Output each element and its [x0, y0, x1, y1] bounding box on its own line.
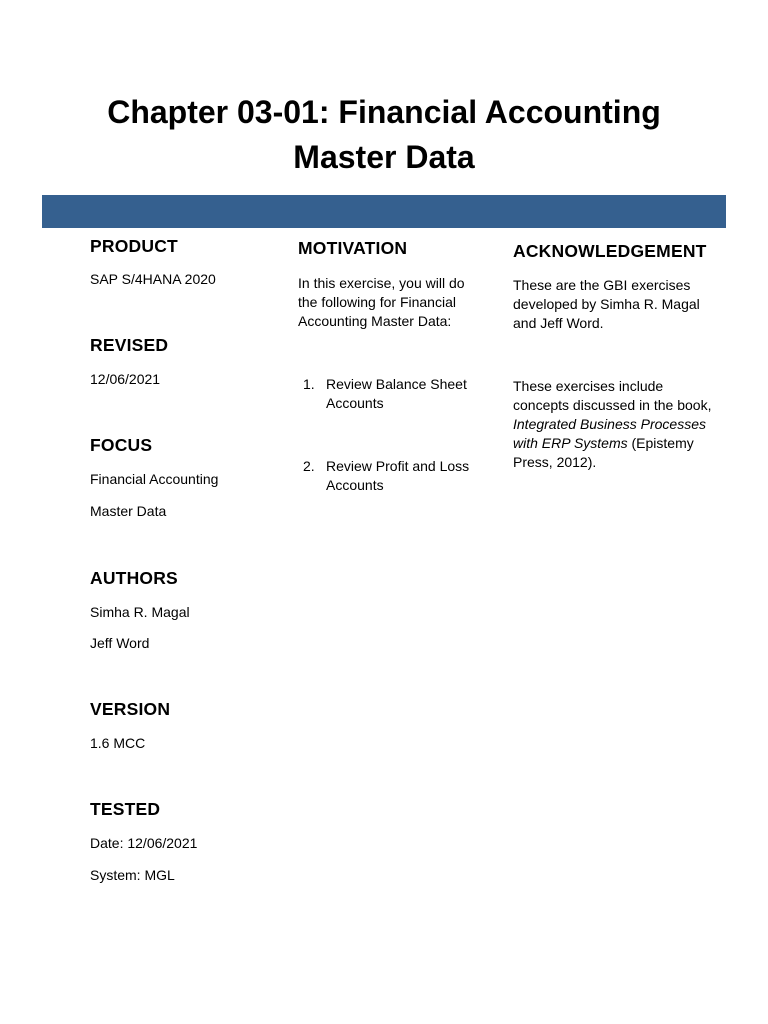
- acknowledgement-line: developed by Simha R. Magal: [513, 296, 700, 312]
- version-section: [90, 699, 270, 751]
- acknowledgement-line: and Jeff Word.: [513, 315, 604, 331]
- list-item-line: Accounts: [326, 395, 384, 411]
- author-name: Jeff Word: [90, 635, 150, 651]
- acknowledgement-line: concepts discussed in the book,: [513, 397, 712, 413]
- motivation-intro: [298, 274, 488, 331]
- acknowledgement-column: [513, 241, 723, 470]
- list-item-text: [326, 375, 486, 413]
- authors-section: [90, 568, 270, 651]
- motivation-heading: MOTIVATION: [298, 238, 408, 258]
- acknowledgement-paragraph-1: [513, 276, 723, 333]
- product-section: [90, 236, 270, 287]
- acknowledgement-line: These exercises include: [513, 378, 664, 394]
- product-heading: PRODUCT: [90, 236, 178, 256]
- motivation-intro-line: In this exercise, you will do: [298, 275, 465, 291]
- tested-section: [90, 799, 270, 883]
- acknowledgement-line: [513, 434, 723, 453]
- list-item-text: [326, 457, 486, 495]
- product-value: SAP S/4HANA 2020: [90, 271, 216, 287]
- motivation-column: [298, 238, 488, 493]
- document-title: [60, 90, 708, 180]
- author-name: Simha R. Magal: [90, 604, 190, 620]
- acknowledgement-heading: ACKNOWLEDGEMENT: [513, 241, 707, 261]
- title-line-1: Chapter 03-01: Financial Accounting: [107, 94, 661, 130]
- list-item-line: Accounts: [326, 477, 384, 493]
- book-title-line: with ERP Systems: [513, 435, 628, 451]
- tested-heading: TESTED: [90, 799, 161, 819]
- publisher-text: (Epistemy: [627, 435, 694, 451]
- acknowledgement-line: Press, 2012).: [513, 454, 597, 470]
- list-item-line: Review Balance Sheet: [326, 376, 467, 392]
- acknowledgement-paragraph-2: [513, 377, 723, 472]
- motivation-intro-line: Accounting Master Data:: [298, 313, 452, 329]
- focus-section: [90, 435, 270, 519]
- list-item-number: 2.: [303, 458, 315, 474]
- tested-system: System: MGL: [90, 867, 175, 883]
- acknowledgement-line: These are the GBI exercises: [513, 277, 691, 293]
- motivation-intro-line: the following for Financial: [298, 294, 456, 310]
- authors-heading: AUTHORS: [90, 568, 178, 588]
- revised-heading: REVISED: [90, 335, 169, 355]
- version-heading: VERSION: [90, 699, 171, 719]
- focus-line-2: Master Data: [90, 503, 167, 519]
- book-title-line: Integrated Business Processes: [513, 416, 706, 432]
- list-item-line: Review Profit and Loss: [326, 458, 470, 474]
- focus-line-1: Financial Accounting: [90, 471, 219, 487]
- header-band: [42, 195, 726, 228]
- revised-value: 12/06/2021: [90, 371, 161, 387]
- focus-heading: FOCUS: [90, 435, 153, 455]
- revised-section: [90, 335, 270, 387]
- title-line-2: Master Data: [293, 139, 475, 175]
- version-value: 1.6 MCC: [90, 735, 146, 751]
- tested-date: Date: 12/06/2021: [90, 835, 198, 851]
- list-item-number: 1.: [303, 376, 315, 392]
